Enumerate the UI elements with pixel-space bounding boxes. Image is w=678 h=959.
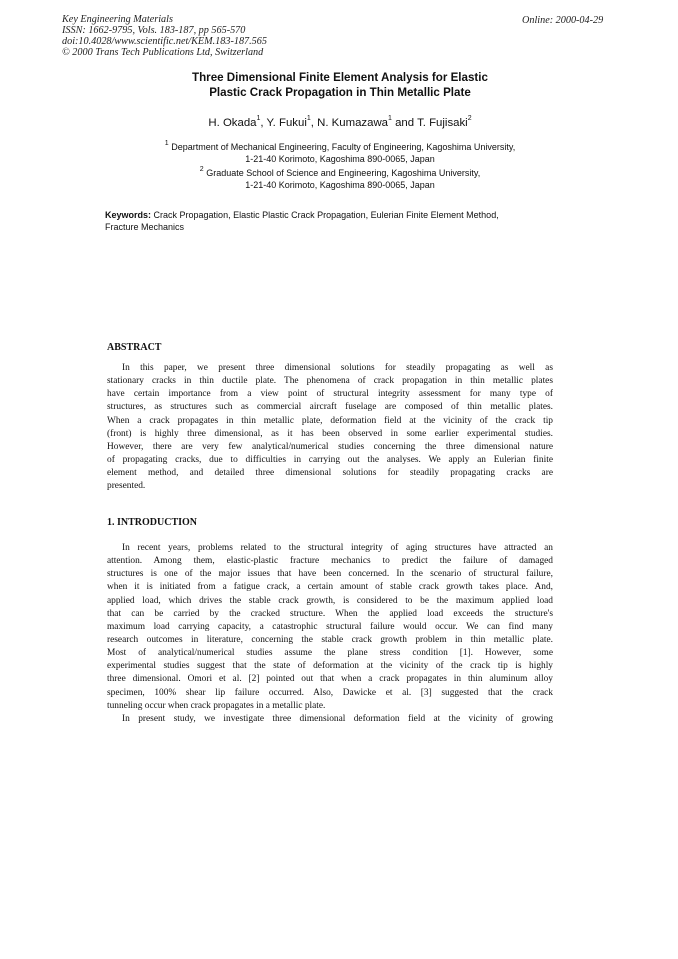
text-line: In recent years, problems related to the structural integrity of aging structures have attracted an: [122, 543, 553, 553]
keywords-label: Keywords:: [105, 210, 152, 220]
author-separator: and: [391, 116, 418, 129]
text-line: maximum load carrying capacity, a catastrophic structural failure would occur. We can find many: [107, 621, 553, 632]
affiliation-line: 1-21-40 Korimoto, Kagoshima 890-0065, Japan: [245, 153, 435, 164]
affiliation-mark: 2: [199, 166, 204, 173]
author-affiliation-mark: 1: [388, 115, 392, 122]
title-line: Three Dimensional Finite Element Analysis for Elastic: [192, 71, 488, 84]
text-line: In present study, we investigate three dimensional deformation field at the vicinity of growing: [122, 713, 553, 724]
author-name: Y. Fukui: [266, 116, 307, 129]
author-affiliation-mark: 1: [306, 115, 311, 122]
text-line: experimental studies suggest that the state of deformation at the vicinity of the crack tip is highly: [107, 661, 553, 672]
journal-line: ISSN: 1662-9795, Vols. 183-187, pp 565-570: [62, 24, 246, 36]
affiliation-line: Graduate School of Science and Engineering, Kagoshima University,: [206, 168, 481, 178]
author-affiliation-mark: 2: [467, 115, 472, 122]
text-line: When a crack propagates in thin metallic plate, deformation field at the vicinity of the crack tip: [107, 415, 553, 426]
text-line: three dimensional. Omori et al. [2] pointed out that when a crack propagates in thin aluminum alloy: [107, 674, 553, 685]
author-separator: ,: [260, 116, 267, 129]
introduction-heading: 1. INTRODUCTION: [107, 517, 198, 528]
author-name: H. Okada: [208, 116, 257, 129]
text-line: structures is one of the major issues that have been concerned. In the scenario of structural failure,: [107, 569, 553, 580]
affiliation-line: Department of Mechanical Engineering, Faculty of Engineering, Kagoshima University,: [171, 142, 516, 152]
keywords: [105, 210, 575, 234]
text-line: tunneling occur when crack propagates in a metallic plate.: [107, 700, 326, 711]
text-line: specimen, 100% shear lip failure occurred. Also, Dawicke et al. [3] suggested that the crack: [107, 687, 553, 698]
journal-info: [62, 15, 267, 59]
affiliation-line: 1-21-40 Korimoto, Kagoshima 890-0065, Japan: [245, 179, 435, 190]
paper-title: [90, 70, 590, 100]
text-line: In this paper, we present three dimensional solutions for steadily propagating as well as: [122, 363, 553, 373]
text-line: (front) is highly three dimensional, as it has been observed in some earlier experimental studies.: [107, 428, 553, 439]
journal-line: doi:10.4028/www.scientific.net/KEM.183-187.565: [62, 35, 267, 47]
text-line: of propagating cracks, due to difficulties in carrying out the analyses. We apply an Eulerian finite: [107, 454, 553, 465]
author-list: [90, 116, 590, 129]
text-line: element method, and detailed three dimensional solutions for steadily propagating cracks are: [107, 468, 553, 479]
text-line: Most of analytical/numerical studies assume the plane stress condition [1]. However, some: [107, 648, 553, 659]
text-line: structures, as structures such as commercial aircraft fuselage are composed of thin metallic plates.: [107, 402, 553, 413]
text-line: presented.: [107, 481, 146, 492]
abstract-body: [107, 362, 553, 493]
online-date: Online: 2000-04-29: [522, 15, 604, 26]
author-name: T. Fujisaki: [417, 116, 468, 129]
text-line: stationary cracks in thin ductile plate. The phenomena of crack propagation in thin metallic plates: [107, 376, 553, 387]
introduction-body: [107, 542, 553, 726]
text-line: when it is initiated from a fatigue crack, a certain amount of stable crack growth takes place. And,: [107, 582, 553, 593]
title-line: Plastic Crack Propagation in Thin Metallic Plate: [209, 86, 471, 99]
author-name: N. Kumazawa: [317, 116, 389, 129]
text-line: However, there are very few analytical/numerical studies concerning the three dimensional nature: [107, 441, 553, 452]
abstract-heading: ABSTRACT: [107, 342, 162, 353]
text-line: that can be carried by the cracked structure. When the applied load exceeds the structure's: [107, 608, 553, 619]
text-line: applied load, which drives the stable crack growth, is considered to be the maximum applied load: [107, 595, 553, 606]
affiliation-mark: 1: [164, 140, 169, 147]
text-line: have certain importance from a view point of structural integrity assessment for many type of: [107, 389, 553, 400]
keywords-line: Fracture Mechanics: [105, 221, 185, 232]
text-line: attention. Among them, elastic-plastic fracture mechanics to predict the failure of damaged: [107, 556, 553, 567]
author-separator: ,: [310, 116, 318, 129]
author-affiliation-mark: 1: [256, 115, 261, 122]
affiliation: [90, 139, 590, 166]
affiliation: [90, 165, 590, 192]
text-line: research outcomes in literature, concerning the stable crack growth problem in thin metallic plate.: [107, 634, 553, 645]
journal-line: © 2000 Trans Tech Publications Ltd, Switzerland: [62, 46, 264, 58]
journal-line: Key Engineering Materials: [62, 14, 173, 25]
keywords-line: Crack Propagation, Elastic Plastic Crack Propagation, Eulerian Finite Element Method,: [153, 210, 499, 220]
